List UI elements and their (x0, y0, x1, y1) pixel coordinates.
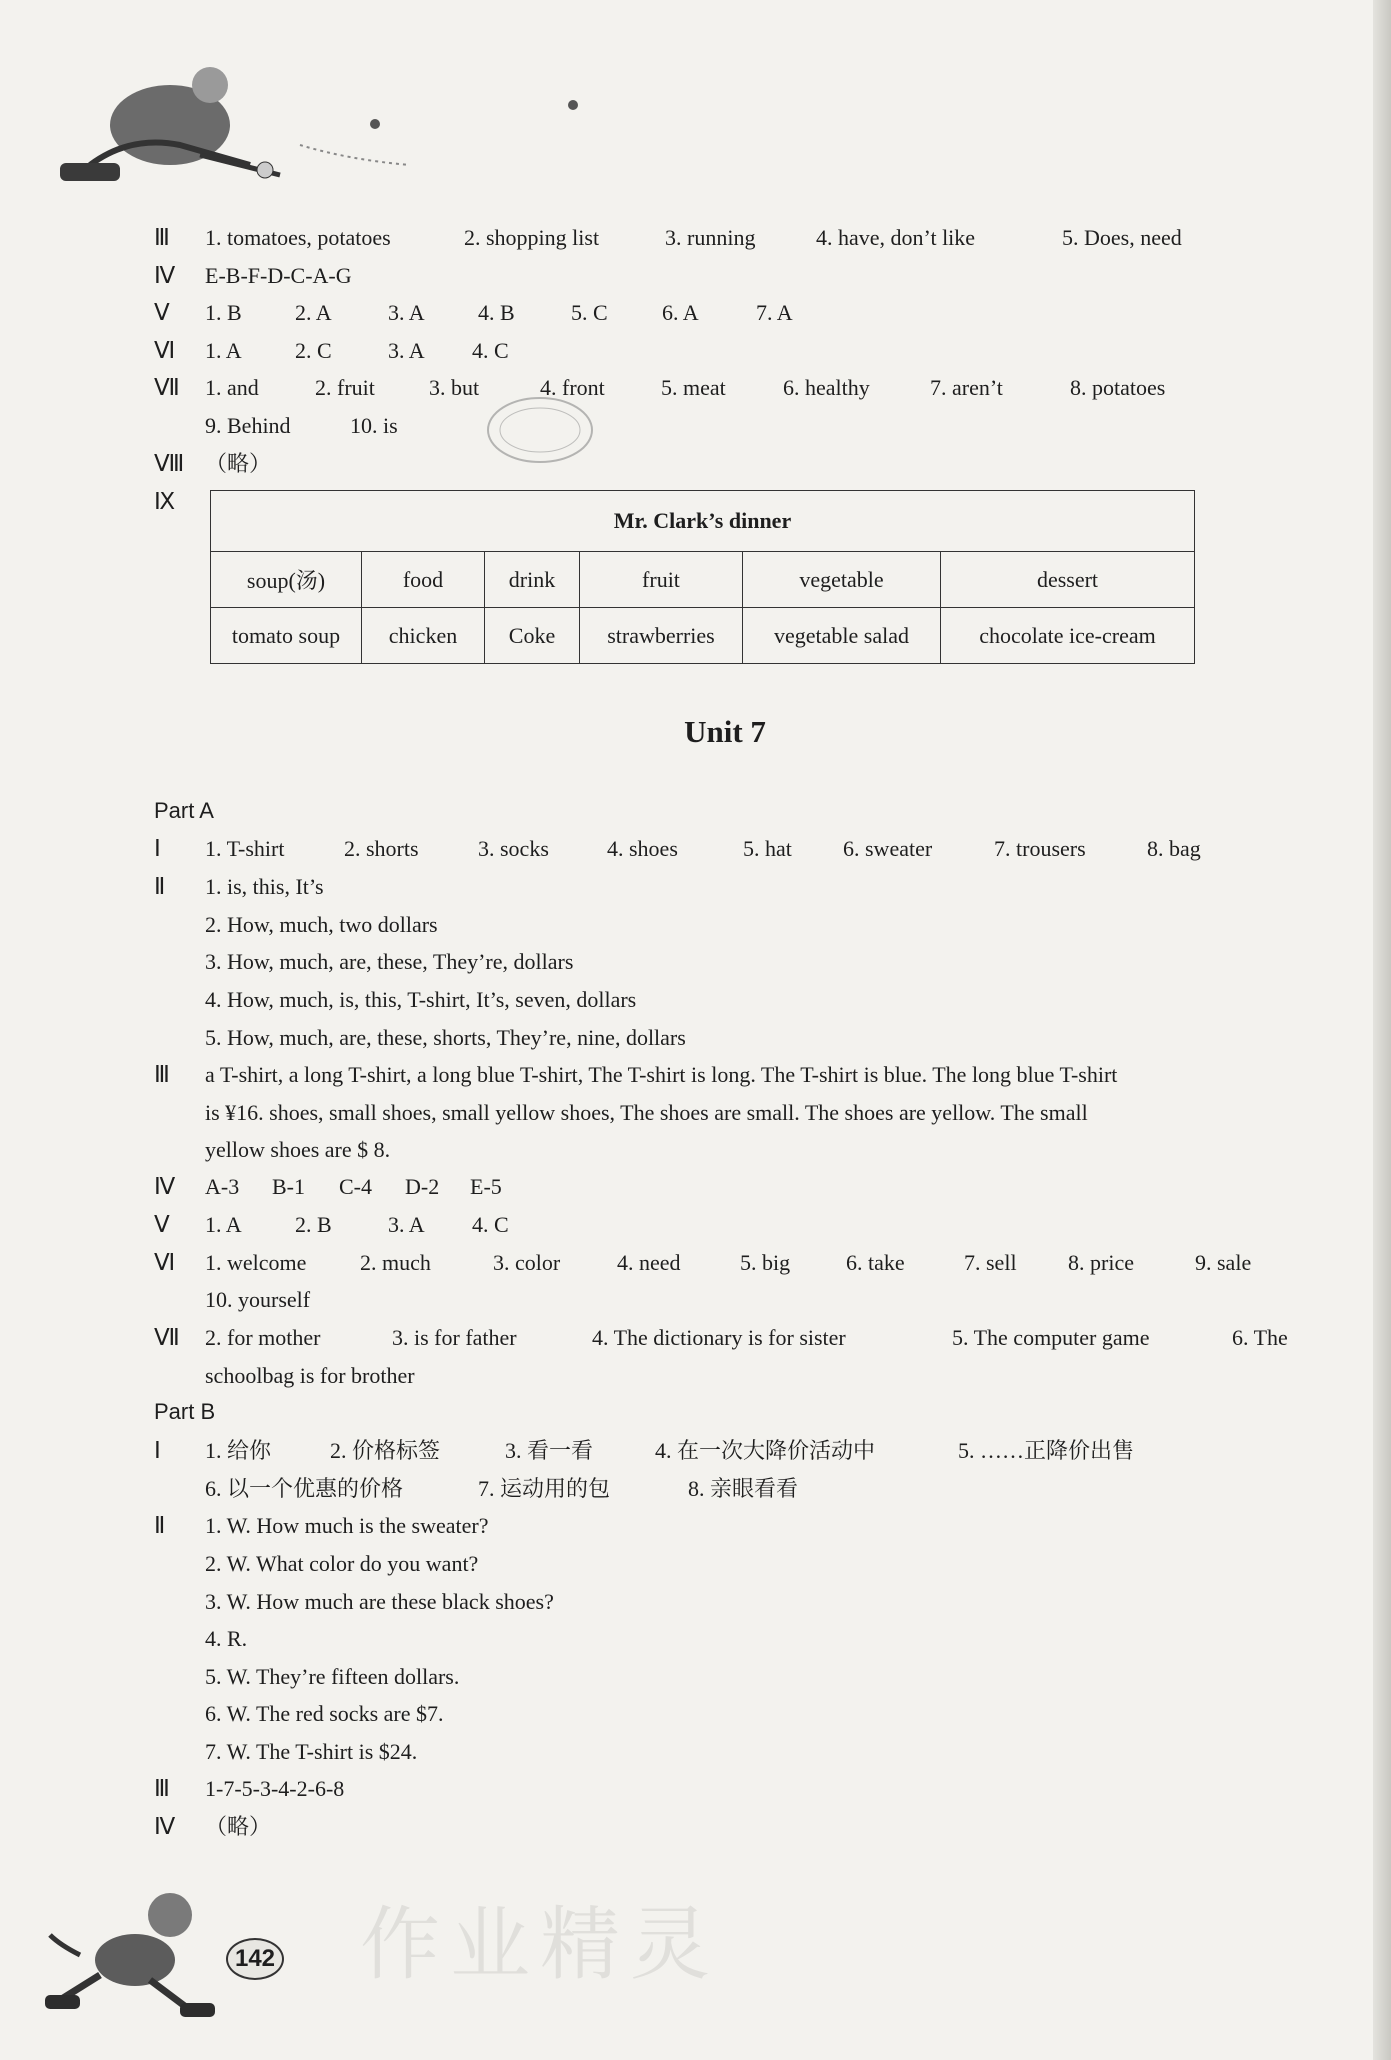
part-a-v-1: 1. A (205, 1212, 242, 1237)
answer-vii-4: 4. front (540, 375, 605, 400)
table-cell: tomato soup (211, 608, 362, 664)
part-a-i-2: 2. shorts (344, 836, 419, 861)
page-number: 142 (226, 1938, 284, 1980)
watermark-text: 作业精灵 (360, 1898, 720, 1991)
part-b-ii-6: 6. W. The red socks are $7. (205, 1701, 444, 1726)
table-cell: chocolate ice-cream (941, 608, 1195, 664)
part-a-ii-1: 1. is, this, It’s (205, 874, 324, 899)
answer-v-6: 6. A (662, 300, 699, 325)
answer-vii-5: 5. meat (661, 375, 726, 400)
part-a-i-5: 5. hat (743, 836, 792, 861)
table-title: Mr. Clark’s dinner (211, 491, 1195, 552)
table-header-cell: soup(汤) (211, 552, 362, 608)
part-a-v-4: 4. C (472, 1212, 509, 1237)
answer-vii-8: 8. potatoes (1070, 375, 1166, 400)
numeral-v: Ⅴ (154, 300, 170, 325)
part-b-ii-3: 3. W. How much are these black shoes? (205, 1589, 554, 1614)
part-a-i-3: 3. socks (478, 836, 549, 861)
answer-vi-4: 4. C (472, 338, 509, 363)
answer-vi-1: 1. A (205, 338, 242, 363)
part-b-i-2: 2. 价格标签 (330, 1438, 441, 1463)
table-title-row (211, 491, 1195, 552)
numeral-i: Ⅰ (154, 836, 161, 861)
numeral-iii: Ⅲ (154, 1776, 170, 1801)
stamp-seal (480, 390, 600, 470)
part-b-i-5: 5. ……正降价出售 (958, 1438, 1135, 1463)
hockey-player-illustration (50, 45, 610, 195)
part-a-vii-2: 2. for mother (205, 1325, 321, 1350)
table-cell: Coke (485, 608, 580, 664)
table-header-cell: food (362, 552, 485, 608)
numeral-viii: Ⅷ (154, 451, 185, 476)
answer-v-4: 4. B (478, 300, 515, 325)
part-a-iv-4: D-2 (405, 1174, 440, 1199)
part-b-i-6: 6. 以一个优惠的价格 (205, 1476, 404, 1501)
numeral-iv: Ⅳ (154, 1814, 176, 1839)
part-b-ii-1: 1. W. How much is the sweater? (205, 1513, 489, 1538)
numeral-iii: Ⅲ (154, 225, 170, 250)
part-a-vi-1: 1. welcome (205, 1250, 307, 1275)
page-spine (1373, 0, 1391, 2060)
table-cell: strawberries (580, 608, 743, 664)
part-b-iv: （略） (205, 1814, 272, 1839)
numeral-iv: Ⅳ (154, 1174, 176, 1199)
table-cell: chicken (362, 608, 485, 664)
answer-vii-2: 2. fruit (315, 375, 375, 400)
table-header-row (211, 552, 1195, 608)
part-a-iv-2: B-1 (272, 1174, 305, 1199)
part-a-ii-2: 2. How, much, two dollars (205, 912, 438, 937)
answer-vi-2: 2. C (295, 338, 332, 363)
part-a-ii-5: 5. How, much, are, these, shorts, They’re, nine, dollars (205, 1025, 686, 1050)
part-a-ii-3: 3. How, much, are, these, They’re, dollars (205, 949, 574, 974)
part-a-v-2: 2. B (295, 1212, 332, 1237)
part-a-i-6: 6. sweater (843, 836, 933, 861)
part-b-ii-5: 5. W. They’re fifteen dollars. (205, 1664, 460, 1689)
part-a-vi-3: 3. color (493, 1250, 561, 1275)
part-a-iv-1: A-3 (205, 1174, 240, 1199)
part-a-vi-6: 6. take (846, 1250, 905, 1275)
answer-vii-3: 3. but (429, 375, 480, 400)
numeral-v: Ⅴ (154, 1212, 170, 1237)
answer-v-1: 1. B (205, 300, 242, 325)
part-a-i-8: 8. bag (1147, 836, 1201, 861)
part-b-ii-4: 4. R. (205, 1626, 248, 1651)
part-a-vi-2: 2. much (360, 1250, 431, 1275)
part-b-ii-7: 7. W. The T-shirt is $24. (205, 1739, 418, 1764)
numeral-iii: Ⅲ (154, 1062, 170, 1087)
answer-vii-10: 10. is (350, 413, 398, 438)
part-a-vi-8: 8. price (1068, 1250, 1134, 1275)
part-a-i-4: 4. shoes (607, 836, 678, 861)
part-b-i-4: 4. 在一次大降价活动中 (655, 1438, 876, 1463)
part-a-vii-4: 4. The dictionary is for sister (592, 1325, 846, 1350)
part-a-i-1: 1. T-shirt (205, 836, 285, 861)
running-player-illustration (40, 1875, 240, 2025)
part-a-iii-line3: yellow shoes are $ 8. (205, 1137, 391, 1162)
part-b-label: Part B (154, 1399, 216, 1424)
numeral-ix: Ⅸ (154, 489, 176, 514)
part-a-ii-4: 4. How, much, is, this, T-shirt, It’s, seven, dollars (205, 987, 637, 1012)
numeral-i: Ⅰ (154, 1438, 161, 1463)
part-a-v-3: 3. A (388, 1212, 425, 1237)
part-a-vii-3: 3. is for father (392, 1325, 517, 1350)
part-a-vi-5: 5. big (740, 1250, 791, 1275)
part-a-vi-10: 10. yourself (205, 1287, 311, 1312)
part-a-iv-5: E-5 (470, 1174, 502, 1199)
numeral-vi: Ⅵ (154, 338, 176, 363)
answer-vi-3: 3. A (388, 338, 425, 363)
answer-iv-sequence: E-B-F-D-C-A-G (205, 263, 352, 288)
answer-iii-1: 1. tomatoes, potatoes (205, 225, 391, 250)
table-cell: vegetable salad (743, 608, 941, 664)
part-b-i-3: 3. 看一看 (505, 1438, 594, 1463)
part-a-vii-6: 6. The (1232, 1325, 1288, 1350)
part-a-iii-line2: is ¥16. shoes, small shoes, small yellow shoes, The shoes are small. The shoes are yellow. The small (205, 1100, 1088, 1125)
numeral-ii: Ⅱ (154, 874, 166, 899)
part-a-vii-6-cont: schoolbag is for brother (205, 1363, 415, 1388)
answer-iii-3: 3. running (665, 225, 756, 250)
answer-v-3: 3. A (388, 300, 425, 325)
numeral-vi: Ⅵ (154, 1250, 176, 1275)
answer-vii-7: 7. aren’t (930, 375, 1003, 400)
numeral-vii: Ⅶ (154, 1325, 180, 1350)
part-b-iii-sequence: 1-7-5-3-4-2-6-8 (205, 1776, 345, 1801)
part-a-label: Part A (154, 798, 214, 823)
answer-iii-5: 5. Does, need (1062, 225, 1182, 250)
numeral-vii: Ⅶ (154, 375, 180, 400)
table-header-cell: drink (485, 552, 580, 608)
part-a-vii-5: 5. The computer game (952, 1325, 1150, 1350)
numeral-ii: Ⅱ (154, 1513, 166, 1538)
dinner-table (210, 490, 1195, 664)
table-header-cell: vegetable (743, 552, 941, 608)
part-a-vi-4: 4. need (617, 1250, 681, 1275)
answer-vii-6: 6. healthy (783, 375, 870, 400)
table-header-cell: fruit (580, 552, 743, 608)
part-b-i-7: 7. 运动用的包 (478, 1476, 611, 1501)
answer-viii: （略） (205, 451, 272, 476)
numeral-iv: Ⅳ (154, 263, 176, 288)
part-a-iii-line1: a T-shirt, a long T-shirt, a long blue T-shirt, The T-shirt is long. The T-shirt is blue. The long blue T-shirt (205, 1062, 1118, 1087)
answer-vii-9: 9. Behind (205, 413, 291, 438)
part-a-vi-7: 7. sell (964, 1250, 1017, 1275)
answer-v-2: 2. A (295, 300, 332, 325)
answer-vii-1: 1. and (205, 375, 259, 400)
table-row (211, 608, 1195, 664)
part-a-i-7: 7. trousers (994, 836, 1086, 861)
part-b-i-8: 8. 亲眼看看 (688, 1476, 799, 1501)
unit-title: Unit 7 (684, 714, 766, 749)
part-b-i-1: 1. 给你 (205, 1438, 272, 1463)
part-a-iv-3: C-4 (339, 1174, 372, 1199)
part-a-vi-9: 9. sale (1195, 1250, 1252, 1275)
answer-v-7: 7. A (756, 300, 793, 325)
answer-v-5: 5. C (571, 300, 608, 325)
part-b-ii-2: 2. W. What color do you want? (205, 1551, 479, 1576)
answer-iii-2: 2. shopping list (464, 225, 600, 250)
table-header-cell: dessert (941, 552, 1195, 608)
answer-iii-4: 4. have, don’t like (816, 225, 976, 250)
